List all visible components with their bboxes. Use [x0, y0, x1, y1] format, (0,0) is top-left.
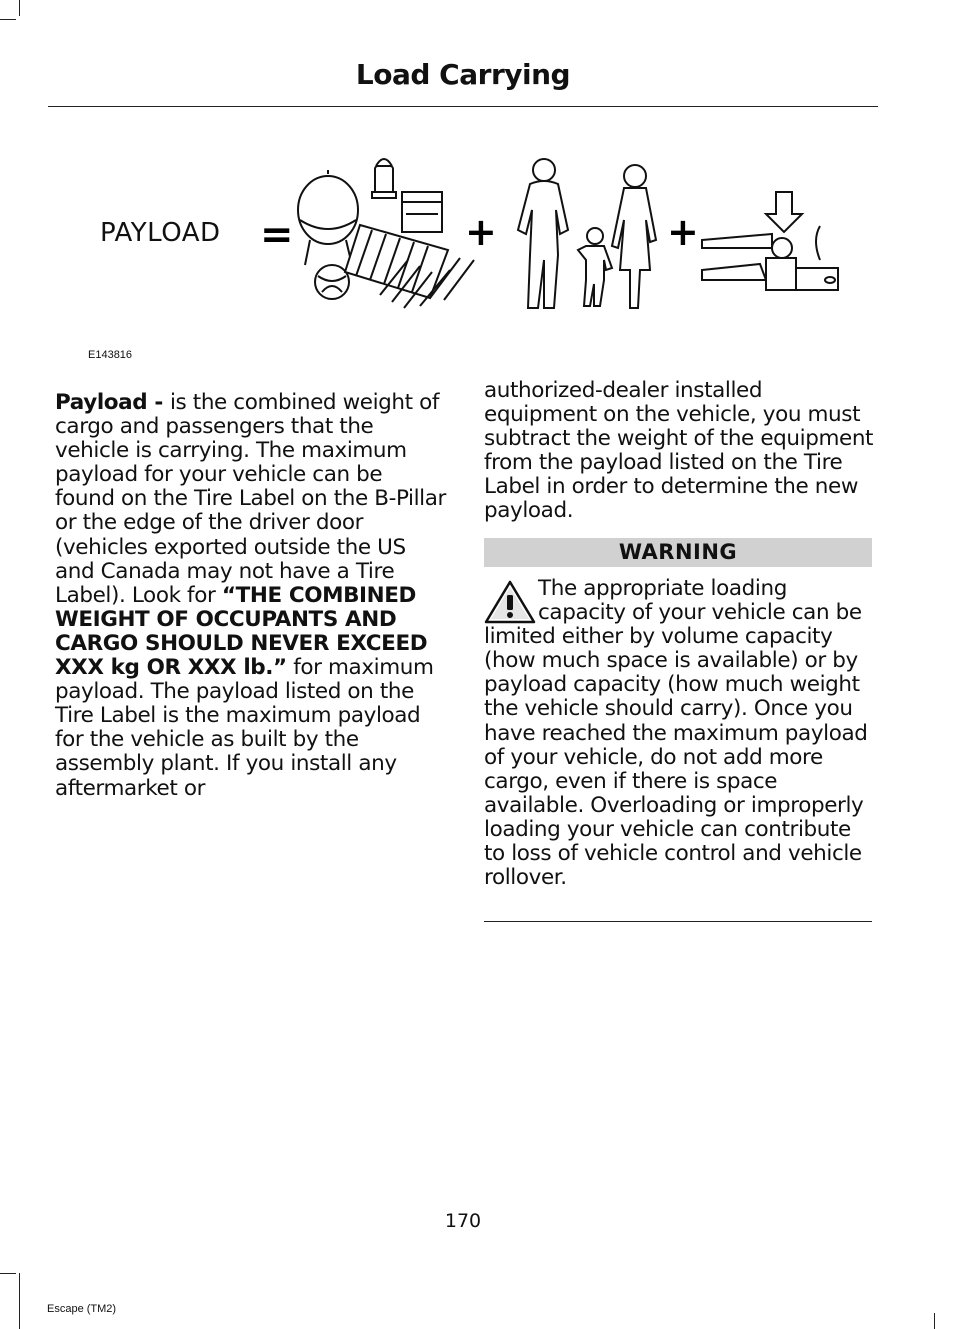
crop-mark	[0, 19, 16, 20]
trailer-tongue-icon	[702, 192, 838, 290]
crop-mark	[0, 1273, 16, 1274]
page-number: 170	[444, 1210, 482, 1232]
payload-definition	[55, 391, 447, 801]
body-text: authorized-dealer installed equipment on the vehicle, you must subtract the weight of the equipment from the payload listed on the Tire Label in order to determine the new payload.	[484, 378, 874, 524]
plus-sign: +	[465, 210, 497, 254]
header-divider	[48, 106, 878, 107]
cargo-icon	[298, 159, 474, 308]
warning-heading: WARNING	[484, 538, 872, 567]
passengers-icon	[518, 159, 656, 308]
crop-mark	[19, 1273, 20, 1329]
body-text: for maximum payload. The payload listed on the Tire Label is the maximum payload for the vehicle as built by the assembly plant. If you install any aftermarket or	[55, 655, 434, 801]
warning-triangle-icon	[484, 579, 536, 625]
plus-sign: +	[667, 210, 699, 254]
label-warning-text: “THE COMBINED WEIGHT OF OCCUPANTS AND CARGO SHOULD NEVER EXCEED XXX kg OR XXX lb.”	[55, 582, 428, 681]
warning-divider	[484, 921, 872, 922]
payload-illustration	[60, 130, 860, 330]
warning-text: The appropriate loading capacity of your vehicle can be limited either by volume capacity (how much space is available) or by payload capacity (how much weight the vehicle should carry). Once you have reached the maximum payload of your vehicle, do not add more cargo, even if there is space available. Overloading or improperly loading your vehicle can contribute to loss of vehicle control and vehicle rollover.	[484, 576, 868, 891]
payload-label: PAYLOAD	[100, 218, 221, 248]
doc-label: Escape (TM2)	[47, 1303, 117, 1315]
body-text: is the combined weight of cargo and passengers that the vehicle is carrying. The maximum payload for your vehicle can be found on the Tire Label on the B-Pillar or the edge of the driver door (vehicles exported outside the US and Canada may not have a Tire Label). Look for	[55, 390, 446, 608]
warning-body	[484, 577, 876, 890]
page-title: Load Carrying	[355, 58, 571, 91]
crop-mark	[19, 0, 20, 16]
term-payload: Payload -	[55, 390, 170, 415]
payload-continuation	[484, 379, 876, 524]
equals-sign: =	[260, 212, 294, 258]
image-code: E143816	[88, 349, 133, 361]
crop-mark	[934, 1313, 935, 1329]
